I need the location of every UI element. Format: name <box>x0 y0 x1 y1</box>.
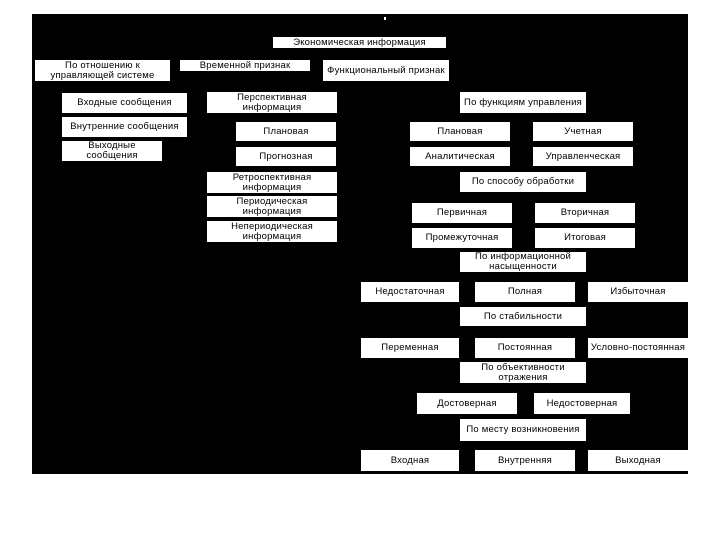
by-stability-box: По стабильности <box>460 307 586 326</box>
left-output-messages-box: Выходные сообщения <box>62 141 162 161</box>
conditionally-constant-box: Условно-постоянная <box>588 338 688 358</box>
intermediate-box: Промежуточная <box>412 228 512 248</box>
func-analytic-box: Аналитическая <box>410 147 510 166</box>
func-plan-box: Плановая <box>410 122 510 141</box>
final-box: Итоговая <box>535 228 635 248</box>
by-origin-box: По месту возникновения <box>460 419 586 441</box>
variable-box: Переменная <box>361 338 459 358</box>
time-forecast-box: Прогнозная <box>236 147 336 166</box>
func-accounting-box: Учетная <box>533 122 633 141</box>
time-header-box: Временной признак <box>180 60 310 71</box>
time-perspective-box: Перспективная информация <box>207 92 337 113</box>
output-box: Выходная <box>588 450 688 471</box>
time-retro-box: Ретроспективная информация <box>207 172 337 193</box>
primary-box: Первичная <box>412 203 512 223</box>
time-nonperiodic-box: Непериодическая информация <box>207 221 337 242</box>
insufficient-box: Недостаточная <box>361 282 459 302</box>
complete-box: Полная <box>475 282 575 302</box>
constant-box: Постоянная <box>475 338 575 358</box>
unreliable-box: Недостоверная <box>534 393 630 414</box>
time-plan-box: Плановая <box>236 122 336 141</box>
by-processing-box: По способу обработки <box>460 172 586 192</box>
secondary-box: Вторичная <box>535 203 635 223</box>
functional-header-box: Функциональный признак <box>323 60 449 81</box>
left-header-box: По отношению к управляющей системе <box>35 60 170 81</box>
decorative-dot <box>384 17 386 20</box>
by-objectivity-box: По объективности отражения <box>460 362 586 383</box>
time-periodic-box: Периодическая информация <box>207 196 337 217</box>
func-managerial-box: Управленческая <box>533 147 633 166</box>
internal-box: Внутренняя <box>475 450 575 471</box>
input-box: Входная <box>361 450 459 471</box>
by-functions-box: По функциям управления <box>460 92 586 113</box>
root-box: Экономическая информация <box>273 37 446 48</box>
by-saturation-box: По информационной насыщенности <box>460 252 586 272</box>
left-input-messages-box: Входные сообщения <box>62 93 187 113</box>
left-internal-messages-box: Внутренние сообщения <box>62 117 187 137</box>
redundant-box: Избыточная <box>588 282 688 302</box>
reliable-box: Достоверная <box>417 393 517 414</box>
